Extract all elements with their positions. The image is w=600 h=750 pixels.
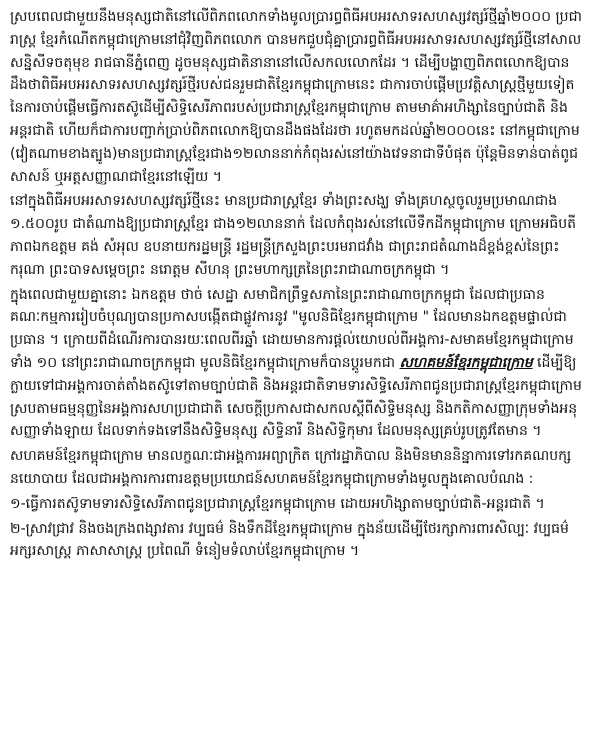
paragraph-foundation [10,284,590,444]
goal-item-1: ១-ធ្វើការតស៊ូទាមទារសិទ្ធិសេរីភាពជូនប្រជារាស្ត្រខ្មែរកម្ពុជាក្រោម ដោយអហិង្សាតាមច្បាប់ជាតិ-អន្តរជាតិ ។ [10,495,545,512]
goal-item-2: ២-ស្រាវជ្រាវ និងចងក្រងពង្សាវតារ វប្បធម៌ និងទឹកដីខ្មែរកម្ពុជាក្រោម ក្នុងន័យដើម្បីថែរក្សាការពារសិល្បៈ វប្បធម៌ អក្សរសាស្ត្រ ភាសាសាស្ត្រ ប្រពៃណី ទំនៀមទំលាប់ខ្មែរកម្ពុជាក្រោម ។ [10,520,569,560]
community-name-emphasis: សហគមន៍ខ្មែរកម្ពុជាក្រោម [399,354,533,371]
paragraph-foundation-text: ក្នុងពេលជាមួយគ្នានោះ ឯកឧត្តម ថាច់ សេដ្ឋា សមាជិកព្រឹទ្ធសភានៃព្រះរាជាណាចក្រកម្ពុជា ដែលជាប្រធានគណៈកម្មការរៀបចំបុណ្យបានប្រកាសបង្កើតជាផ្លូវការនូវ "មូលនិធិខ្មែរកម្ពុជាក្រោម " ដែលមានឯកឧត្តមផ្ទាល់ជាប្រធាន ។ ក្រោយពីដំណើរការបានរយៈពេលពីរឆ្នាំ ដោយមានការផ្តល់យោបល់ពីអង្គការ-សមាគមខ្មែរកម្ពុជាក្រោមទាំង ១០ នៅព្រះរាជាណាចក្រកម្ពុជា មូលនិធិខ្មែរកម្ពុជាក្រោមក៏បានប្តូរមកជា [10,286,574,371]
paragraph-foundation-text-after: ដើម្បីឱ្យក្លាយទៅជាអង្គការចាត់តាំងតស៊ូទៅតាមច្បាប់ជាតិ និងអន្តរជាតិទាមទារសិទ្ធិសេរីភាពជូនប្រជារាស្ត្រខ្មែរកម្ពុជាក្រោម ស្របតាមធម្មនុញ្ញនៃអង្គការសហប្រជាជាតិ សេចក្តីប្រកាសជាសកលស្តីពីសិទ្ធិមនុស្ស និងកតិកាសញ្ញាក្រុមទាំងអនុសញ្ញាទាំងឡាយ ដែលទាក់ទងទៅនឹងសិទ្ធិមនុស្ស សិទ្ធិនារី និងសិទ្ធិកុមារ ដែលមនុស្សគ្រប់រូបត្រូវតែមាន ។ [10,354,582,440]
paragraph-intro: ស្របពេលជាមួយនឹងមនុស្សជាតិនៅលើពិភពលោកទាំងមូលប្រារព្ធពិធីអបអរសាទរសហស្សវត្សរ៍ថ្មីឆ្នាំ២០០០ ប្រជារាស្ត្រ ខ្មែរកំណើតកម្ពុជាក្រោមនៅជុំវិញពិភពលោក បានមកជួបជុំគ្នាប្រារព្ធពិធីអបអរសាទរសហស្សវត្សរ៍ថ្មីនៅសាលសន្និសីទចតុមុខ រាជធានីភ្នំពេញ ដូចមនុស្សជាតិនានានៅលើសកលលោកដែរ ។ ដើម្បីបង្ហាញពិភពលោកឱ្យបានដឹងថាពិធីអបអរសាទរសហស្សវត្សរ៍ថ្មីរបស់ជនរួមជាតិខ្មែរកម្ពុជាក្រោមនេះ ជាការចាប់ផ្តើមប្រវត្តិសាស្ត្រថ្មីមួយទៀត នៃការចាប់ផ្តើមធ្វើការតស៊ូដើម្បីសិទ្ធិសេរីភាពរបស់ប្រជារាស្ត្រខ្មែរកម្ពុជាក្រោម តាមមាគ៌ាអហិង្សានៃច្បាប់ជាតិ និងអន្តរជាតិ ហើយក៏ជាការបញ្ជាក់ប្រាប់ពិភពលោកឱ្យបានដឹងផងដែរថា រហូតមកដល់ឆ្នាំ២០០០នេះ នៅកម្ពុជាក្រោម (វៀតណាមខាងត្បូង)មានប្រជារាស្ត្រខ្មែរជាង១២លាននាក់កំពុងរស់នៅយ៉ាងវេទនាជាទីបំផុត ប៉ុន្តែមិនទាន់បាត់ពូជសាសន៍ ឬអត្តសញ្ញាណជាខ្មែរនៅឡើយ ។ [10,9,582,185]
paragraph-community: សហគមន៍ខ្មែរកម្ពុជាក្រោម មានលក្ខណៈជាអង្គការអព្យាក្រិត ក្រៅរដ្ឋាភិបាល និងមិនមាននិន្នាការទៅរកគណបក្សនយោបាយ ដែលជាអង្គការការពារឧត្តមប្រយោជន៍សហគមន៍ខ្មែរកម្ពុជាក្រោមទាំងមូលក្នុងគោលបំណង : [10,448,572,487]
paragraph-ceremony: នៅក្នុងពិធីអបអរសាទរសហស្សវត្សរ៍ថ្មីនេះ មានប្រជារាស្ត្រខ្មែរ ទាំងព្រះសង្ឃ ទាំងគ្រហស្ថចូលរួមប្រមាណជាង ១.៥០០រូប ជាតំណាងឱ្យប្រជារាស្ត្រខ្មែរ ជាង១២លាននាក់ ដែលកំពុងរស់នៅលើទឹកដីកម្ពុជាក្រោម ក្រោមអធិបតីភាពឯកឧត្តម គង់ សំអុល ឧបនាយករដ្ឋមន្ត្រី រដ្ឋមន្ត្រីក្រសួងព្រះបរមរាជវាំង ជាព្រះរាជតំណាងដ៏ខ្ពង់ខ្ពស់នៃព្រះករុណា ព្រះបាទសម្តេចព្រះ នរោត្តម សីហនុ ព្រះមហាក្សត្រនៃព្រះរាជាណាចក្រកម្ពុជា ។ [10,193,577,278]
